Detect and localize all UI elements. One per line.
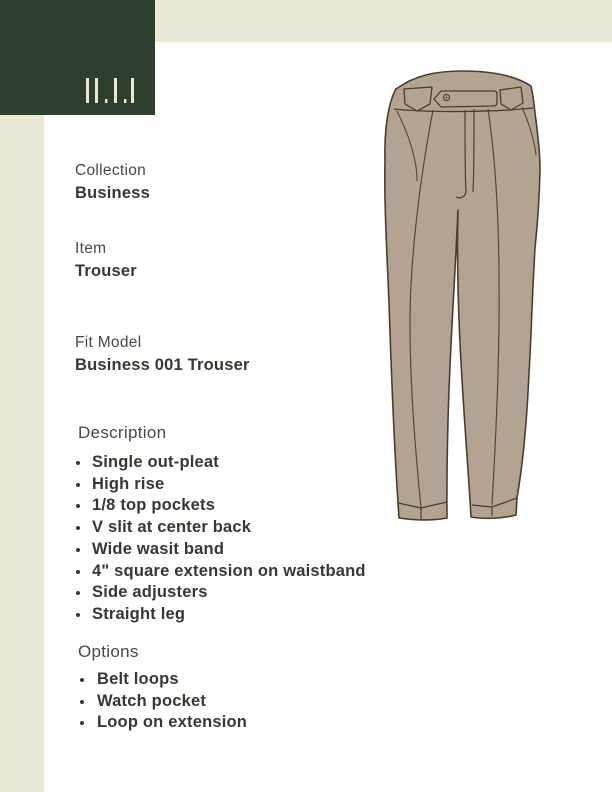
list-item [79, 669, 429, 691]
list-item-label: V slit at center back [92, 518, 252, 537]
list-item-label: 4" square extension on waistband [92, 561, 366, 580]
list-item [75, 539, 425, 561]
list-item [75, 517, 425, 539]
list-item-label: Side adjusters [92, 583, 208, 602]
field-value: Business 001 Trouser [75, 356, 250, 374]
bullet-icon [76, 461, 80, 465]
list-item-label: High rise [92, 474, 165, 493]
bullet-icon [76, 504, 80, 508]
list-item-label: Belt loops [97, 670, 179, 688]
field-value: Trouser [75, 262, 137, 280]
list-item-label: Loop on extension [97, 713, 248, 732]
list-item [75, 452, 425, 474]
list-item-label: Straight leg [92, 604, 186, 623]
field-label: Fit Model [75, 334, 142, 351]
list-item-label: Watch pocket [97, 691, 207, 710]
bullet-icon [80, 700, 84, 704]
field-fit-model [75, 332, 250, 376]
bullet-icon [76, 570, 80, 574]
description-heading: Description [78, 423, 167, 442]
bullet-icon [80, 721, 84, 725]
bullet-icon [76, 591, 80, 595]
list-item [79, 712, 429, 734]
list-item-label: Wide wasit band [92, 539, 225, 558]
field-label: Item [75, 240, 107, 257]
list-item-label: Single out-pleat [92, 453, 219, 471]
list-item-label: 1/8 top pockets [92, 496, 216, 515]
field-label: Collection [75, 162, 147, 179]
options-list [79, 669, 429, 734]
description-list [75, 452, 425, 626]
left-accent-bar [0, 115, 44, 792]
field-collection [75, 160, 150, 204]
bullet-icon [76, 526, 80, 530]
list-item [75, 495, 425, 517]
bullet-icon [80, 678, 84, 682]
list-item [75, 582, 425, 604]
brand-logo-icon [86, 78, 134, 104]
bullet-icon [76, 483, 80, 487]
list-item [75, 561, 425, 583]
field-value: Business [75, 184, 150, 202]
brand-logo-block [0, 0, 155, 115]
list-item [75, 474, 425, 496]
field-item [75, 238, 137, 282]
bullet-icon [76, 613, 80, 617]
list-item [79, 691, 429, 713]
trouser-illustration [383, 63, 543, 525]
list-item [75, 604, 425, 626]
options-heading: Options [78, 642, 139, 661]
bullet-icon [76, 548, 80, 552]
